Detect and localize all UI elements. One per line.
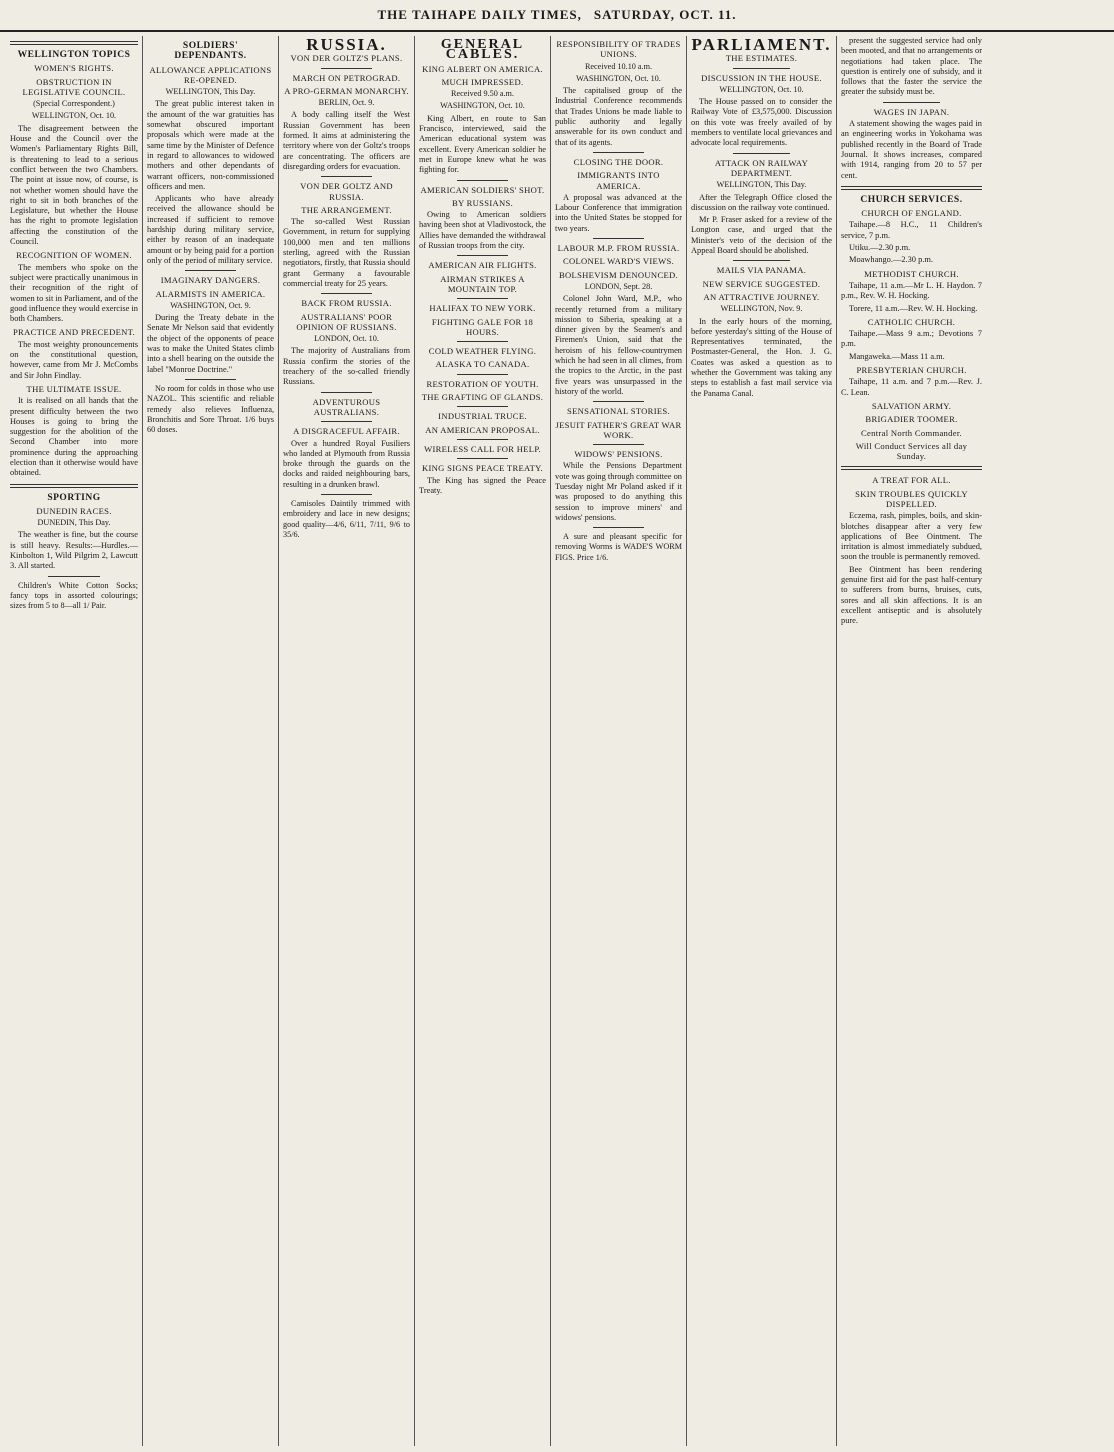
article-subheading: WIDOWS' PENSIONS. xyxy=(574,449,663,460)
dateline: WELLINGTON, This Day. xyxy=(716,180,807,190)
divider xyxy=(733,260,789,261)
dateline: WELLINGTON, Oct. 10. xyxy=(31,111,117,121)
article-subheading: SENSATIONAL STORIES. xyxy=(567,406,670,417)
divider xyxy=(457,439,508,440)
paragraph: Eczema, rash, pimples, boils, and skin-blotches disappear after a very few applications of Bee Ointment. The irritation is almost immediately subdued, soon the trouble is permanently removed. xyxy=(841,511,982,562)
section-subheading: PRACTICE AND PRECEDENT. xyxy=(12,327,136,338)
paragraph: The majority of Australians from Russia confirm the stories of the treachery of the so-called friendly Russians. xyxy=(283,346,410,387)
paragraph: King Albert, en route to San Francisco, interviewed, said the American educational system was excellent. Every American soldier he met in Europe knew what he was fighting for. xyxy=(419,113,546,175)
paragraph: During the Treaty debate in the Senate Mr Nelson said that evidently the object of the opponents of peace was to make the United States climb into a shell bearing on the outside the label "Monroe Doctrine." xyxy=(147,313,274,374)
divider xyxy=(10,41,138,45)
divider xyxy=(185,379,236,380)
article-subheading: BACK FROM RUSSIA. xyxy=(301,298,392,309)
paragraph: The House passed on to consider the Railway Vote of £3,575,000. Discussion on this vote was freely availed of by members to ventilate local grievances and advocate local requirements. xyxy=(691,97,832,148)
divider xyxy=(321,392,372,393)
received-time: Received 10.10 a.m. xyxy=(584,61,653,71)
article-subheading: AMERICAN AIR FLIGHTS. xyxy=(428,260,537,271)
paragraph: The King has signed the Peace Treaty. xyxy=(419,475,546,495)
article-subheading: DUNEDIN RACES. xyxy=(36,505,112,516)
article-heading: WELLINGTON TOPICS xyxy=(17,50,131,60)
article-subheading: HALIFAX TO NEW YORK. xyxy=(429,303,536,314)
column-4 xyxy=(414,36,550,1446)
dateline: LONDON, Sept. 28. xyxy=(584,281,653,291)
article-subheading: RESTORATION OF YOUTH. xyxy=(426,378,539,389)
divider xyxy=(457,298,508,299)
divider xyxy=(457,374,508,375)
divider xyxy=(321,293,372,294)
article-subheading: OBSTRUCTION IN LEGISLATIVE COUNCIL. xyxy=(22,76,126,97)
divider xyxy=(185,270,236,271)
received-time: Received 9.50 a.m. xyxy=(451,89,514,99)
divider xyxy=(48,576,99,577)
divider xyxy=(457,180,508,181)
article-subheading: ALLOWANCE APPLICATIONS RE-OPENED. xyxy=(149,64,272,85)
paragraph: It is realised on all hands that the present difficulty between the two Houses is going to bring the suggestion for the abolition of the Second Chamber into more prominence during the approaching election than it otherwise would have obtained. xyxy=(10,396,138,478)
advertisement: Camisoles Daintily trimmed with embroidery and lace in new designs; good quality—4/6, 6/11, 7/11, 9/6 to 35/6. xyxy=(283,498,410,539)
article-subheading: IMAGINARY DANGERS. xyxy=(160,275,261,286)
paragraph: The great public interest taken in the amount of the war gratuities has somewhat obscured important proposals which were made at the same time by the Minister of Defence in regard to allowances to widowed mothers and other dependants of warrant officers, non-commissioned officers and men. xyxy=(147,99,274,191)
paragraph: The weather is fine, but the course is still heavy. Results:—Hurdles.—Kinbolton 1, Wild Pilgrim 2, Lawcutt 3. All started. xyxy=(10,530,138,571)
article-subheading: SALVATION ARMY. xyxy=(871,400,952,411)
article-subheading: VON DER GOLTZ AND RUSSIA. xyxy=(300,181,393,202)
article-subheading: DISCUSSION IN THE HOUSE. xyxy=(701,72,822,83)
paragraph: present the suggested service had only been mooted, and that no arrangements or negotiations had taken place. The question is entirely one of subsidy, and it follows that the faster the service the greater the subsidy must be. xyxy=(841,36,982,97)
dateline: WELLINGTON, This Day. xyxy=(165,87,256,97)
article-subheading: AMERICAN SOLDIERS' SHOT. xyxy=(420,184,545,195)
article-subheading: AIRMAN STRIKES A MOUNTAIN TOP. xyxy=(440,273,525,294)
article-subheading: BRIGADIER TOOMER. xyxy=(865,414,958,425)
dateline: WASHINGTON, Oct. 10. xyxy=(440,101,525,111)
divider xyxy=(457,406,508,407)
divider xyxy=(321,494,372,495)
article-subheading: A TREAT FOR ALL. xyxy=(872,475,951,486)
divider xyxy=(733,68,789,69)
service-listing: Utiku.—2.30 p.m. xyxy=(849,243,911,253)
article-subheading: ALARMISTS IN AMERICA. xyxy=(155,288,266,299)
divider xyxy=(841,186,982,190)
paragraph: The members who spoke on the subject were practically unanimous in their recognition of the right of women to sit in Parliament, and of the good influence they would exercise in both Chambers. xyxy=(10,262,138,324)
divider xyxy=(593,527,644,528)
divider xyxy=(321,421,372,422)
article-heading: CHURCH SERVICES. xyxy=(860,194,963,205)
divider xyxy=(10,484,138,488)
dateline: DUNEDIN, This Day. xyxy=(37,518,111,528)
paper-title: THE TAIHAPE DAILY TIMES, xyxy=(377,7,582,22)
article-subheading: MARCH ON PETROGRAD. xyxy=(292,72,401,83)
dateline: WASHINGTON, Oct. 10. xyxy=(576,73,661,83)
article-subheading: JESUIT FATHER'S GREAT WAR WORK. xyxy=(555,419,682,440)
dateline: WELLINGTON, Nov. 9. xyxy=(720,304,803,314)
article-subheading: ALASKA TO CANADA. xyxy=(435,359,530,370)
column-2 xyxy=(142,36,278,1446)
paragraph: Bee Ointment has been rendering genuine first aid for the past half-century to sufferers from burns, bruises, cuts, sores and all skin affections. It is an excellent antiseptic and is absolutely pure. xyxy=(841,564,982,626)
paragraph: The capitalised group of the Industrial Conference recommends that Trades Unions be made liable to public authority and legally answerable for its own conduct and that of its agents. xyxy=(555,86,682,147)
divider xyxy=(883,102,939,103)
article-subheading: NEW SERVICE SUGGESTED. xyxy=(702,278,821,289)
article-subheading: CATHOLIC CHURCH. xyxy=(867,316,956,327)
advertisement: No room for colds in those who use NAZOL. This scientific and reliable remedy also relieves Influenza, Bronchitis and Sore Throat. 1/6 buys 60 doses. xyxy=(147,383,274,435)
article-subheading: WOMEN'S RIGHTS. xyxy=(34,63,114,74)
paragraph: In the early hours of the morning, before yesterday's sitting of the House of Representatives terminated, the Postmaster-General, the Hon. J. G. Coates was asked a question as to whether the Government was taking any steps to establish a fast mail service via the Panama Canal. xyxy=(691,316,832,398)
divider xyxy=(593,238,644,239)
article-subheading: BY RUSSIANS. xyxy=(451,197,514,208)
divider xyxy=(457,458,508,459)
article-subheading: IMMIGRANTS INTO AMERICA. xyxy=(577,170,660,191)
paragraph: Owing to American soldiers having been shot at Vladivostock, the Allies have demanded the withdrawal of Russian troops from the city. xyxy=(419,210,546,251)
service-listing: Taihape.—Mass 9 a.m.; Devotions 7 p.m. xyxy=(841,329,982,349)
article-subheading: KING SIGNS PEACE TREATY. xyxy=(422,463,543,474)
article-heading: SPORTING xyxy=(47,492,101,503)
article-subheading: WAGES IN JAPAN. xyxy=(873,106,950,117)
newspaper-page xyxy=(6,36,1106,1446)
column-7 xyxy=(836,36,986,1446)
service-listing: Taihape, 11 a.m.—Mr L. H. Haydon. 7 p.m., Rev. W. H. Hocking. xyxy=(841,280,982,301)
article-subheading: CHURCH OF ENGLAND. xyxy=(861,208,962,219)
divider xyxy=(733,153,789,154)
paragraph: A body calling itself the West Russian Government has been formed. It aims at administering the territory where von der Goltz's troops are concentrating. The officers are disregarding orders for evacuation. xyxy=(283,110,410,171)
article-subheading: BOLSHEVISM DENOUNCED. xyxy=(559,269,678,280)
paragraph: After the Telegraph Office closed the discussion on the railway vote continued. xyxy=(691,192,832,212)
column-3 xyxy=(278,36,414,1446)
paragraph: A statement showing the wages paid in an engineering works in Yokohama was published recently in the Board of Trade Journal. It shows increases, compared with 1914, ranging from 20 to 57 per cent. xyxy=(841,119,982,180)
section-title: RUSSIA. xyxy=(306,36,387,54)
paper-date: SATURDAY, OCT. 11. xyxy=(593,7,737,22)
article-subheading: SKIN TROUBLES QUICKLY DISPELLED. xyxy=(855,488,968,509)
paragraph: Mr P. Fraser asked for a review of the Longton case, and urged that the Minister's veto of the decision of the Appeal Board should be abolished. xyxy=(691,215,832,256)
article-subheading: A PRO-GERMAN MONARCHY. xyxy=(284,85,409,96)
article-subheading: THE ARRANGEMENT. xyxy=(301,204,392,215)
article-subheading: AUSTRALIANS' POOR OPINION OF RUSSIANS. xyxy=(296,311,397,332)
article-subheading: COLONEL WARD'S VIEWS. xyxy=(562,256,675,267)
paragraph: Colonel John Ward, M.P., who recently returned from a military mission to Siberia, speaking at a dinner given by the Seamen's and Firemen's Union, said that the heroism of his fellow-countrymen which he had seen in all climes, from the tropics to the Arctic, in the past five years was unsurpassed in the history of the world. xyxy=(555,294,682,396)
article-subheading: ADVENTUROUS AUSTRALIANS. xyxy=(312,396,381,417)
advertisement: Children's White Cotton Socks; fancy tops in assorted colourings; sizes from 5 to 8—all 1/ Pair. xyxy=(10,580,138,611)
article-subheading: RESPONSIBILITY OF TRADES UNIONS. xyxy=(556,39,681,60)
divider xyxy=(841,466,982,470)
divider xyxy=(593,444,644,445)
article-subheading: THE GRAFTING OF GLANDS. xyxy=(421,392,544,403)
article-subheading: Will Conduct Services all day Sunday. xyxy=(855,440,968,462)
article-subheading: Central North Commander. xyxy=(861,427,962,438)
article-subheading: KING ALBERT ON AMERICA. xyxy=(422,63,543,74)
section-title: GENERAL CABLES. xyxy=(440,37,525,63)
byline: (Special Correspondent.) xyxy=(33,99,115,109)
divider xyxy=(593,401,644,402)
dateline: WASHINGTON, Oct. 9. xyxy=(170,300,251,310)
article-subheading: COLD WEATHER FLYING. xyxy=(428,346,537,357)
paragraph: The disagreement between the House and the Council over the Women's Parliamentary Rights Bill, is threatening to lead to a serious conflict between the two Chambers. The point at issue now, of course, is not whether women should have the right to sit in both branches of the Legislature, but whether the House has the right to promote legislation affecting the constitution of the Council. xyxy=(10,123,138,247)
article-subheading: METHODIST CHURCH. xyxy=(864,268,959,279)
divider xyxy=(457,255,508,256)
advertisement: A sure and pleasant specific for removing Worms is WADE'S WORM FIGS. Price 1/6. xyxy=(555,532,682,562)
article-subheading: WIRELESS CALL FOR HELP. xyxy=(424,443,541,454)
dateline: LONDON, Oct. 10. xyxy=(314,334,379,344)
dateline: BERLIN, Oct. 9. xyxy=(318,98,375,108)
article-heading: SOLDIERS' DEPENDANTS. xyxy=(174,41,247,62)
article-subheading: PRESBYTERIAN CHURCH. xyxy=(856,365,967,376)
service-listing: Taihape, 11 a.m. and 7 p.m.—Rev. J. C. Lean. xyxy=(841,377,982,397)
column-1 xyxy=(6,36,142,1446)
paragraph: The most weighty pronouncements on the constitutional question, however, came from Mr J. McCombs and Sir John Findlay. xyxy=(10,339,138,380)
section-subheading: THE ULTIMATE ISSUE. xyxy=(26,383,122,394)
paragraph: While the Pensions Department vote was going through committee on Tuesday night Mr Poland asked if it was proposed to do anything this session to improve miners' and widows' pensions. xyxy=(555,461,682,522)
service-listing: Taihape.—8 H.C., 11 Children's service, 7 p.m. xyxy=(841,220,982,240)
article-subheading: THE ESTIMATES. xyxy=(725,53,798,64)
divider xyxy=(593,152,644,153)
article-subheading: CLOSING THE DOOR. xyxy=(573,156,664,167)
article-subheading: MUCH IMPRESSED. xyxy=(441,76,524,87)
service-listing: Moawhango.—2.30 p.m. xyxy=(849,255,933,265)
section-subheading: RECOGNITION OF WOMEN. xyxy=(16,250,132,261)
divider xyxy=(457,341,508,342)
service-listing: Torere, 11 a.m.—Rev. W. H. Hocking. xyxy=(849,303,978,313)
article-subheading: AN ATTRACTIVE JOURNEY. xyxy=(703,291,820,302)
article-subheading: MAILS VIA PANAMA. xyxy=(716,265,807,276)
article-subheading: INDUSTRIAL TRUCE. xyxy=(438,411,527,422)
dateline: WELLINGTON, Oct. 10. xyxy=(719,84,804,94)
article-subheading: FIGHTING GALE FOR 18 HOURS. xyxy=(431,316,534,337)
service-listing: Mangaweka.—Mass 11 a.m. xyxy=(849,351,945,361)
paragraph: Applicants who have already received the allowance should be increased if sufficient to remove hardship during military service, either by reason of an inadequate amount or by being paid for a portion only of the period of military service. xyxy=(147,194,274,265)
paragraph: A proposal was advanced at the Labour Conference that immigration into the United States be stopped for two years. xyxy=(555,192,682,233)
article-subheading: LABOUR M.P. FROM RUSSIA. xyxy=(557,243,680,254)
article-subheading: A DISGRACEFUL AFFAIR. xyxy=(293,426,400,437)
article-subheading: AN AMERICAN PROPOSAL. xyxy=(425,424,540,435)
paragraph: The so-called West Russian Government, in return for supplying 100,000 men and ten millions sterling, agreed with the Russian negotiators, firstly, that Russia should grant Germany a favourable commercial treaty for 25 years. xyxy=(283,217,410,288)
section-title: PARLIAMENT. xyxy=(691,36,832,54)
divider xyxy=(321,176,372,177)
column-6 xyxy=(686,36,836,1446)
paragraph: Over a hundred Royal Fusiliers who landed at Plymouth from Russia broke through the guards on the docks and raided neighbouring bars, resulting in a drunken brawl. xyxy=(283,438,410,489)
masthead xyxy=(0,0,1114,32)
divider xyxy=(321,68,372,69)
article-subheading: VON DER GOLTZ'S PLANS. xyxy=(290,53,403,64)
column-5 xyxy=(550,36,686,1446)
article-subheading: ATTACK ON RAILWAY DEPARTMENT. xyxy=(714,157,809,178)
